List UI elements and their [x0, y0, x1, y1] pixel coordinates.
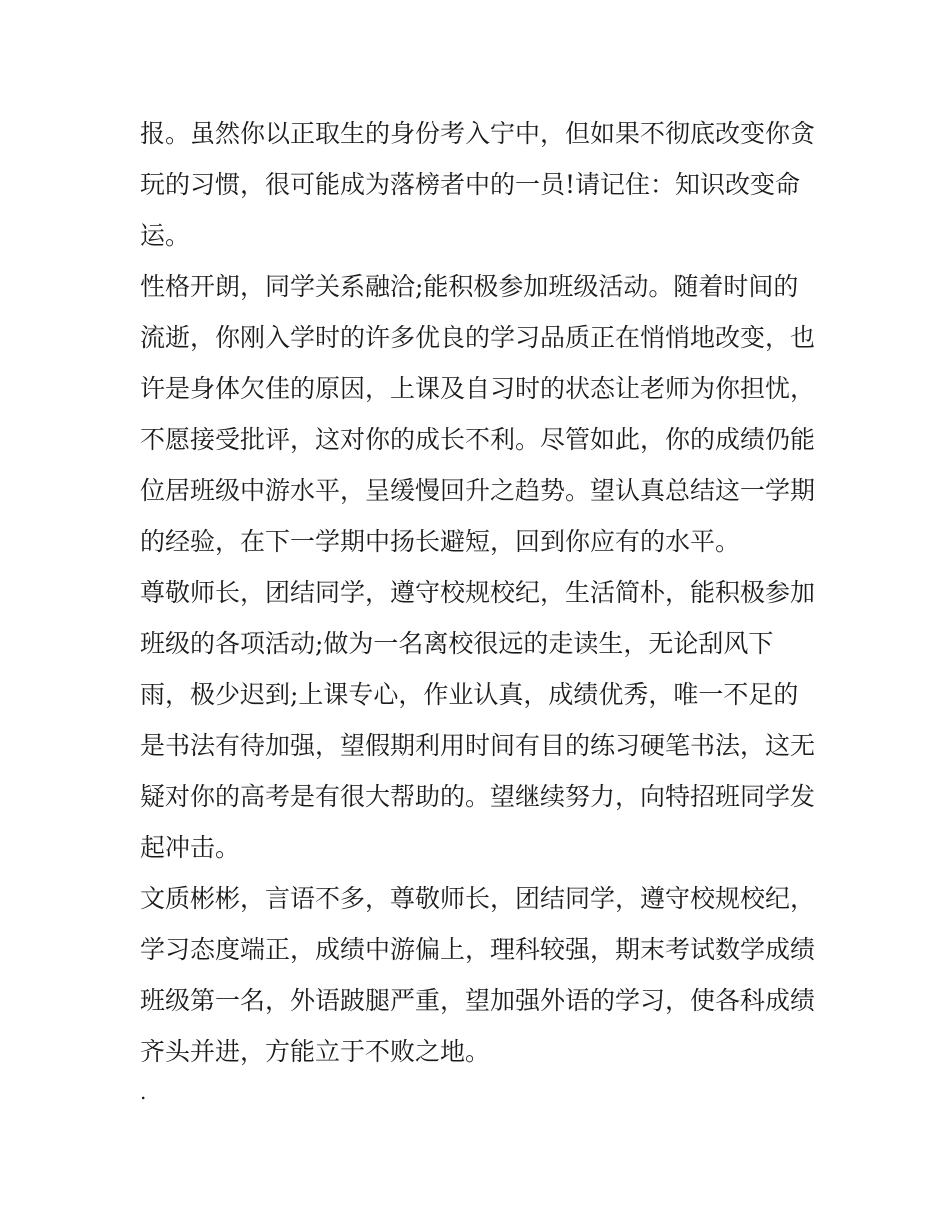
paragraph-2 [140, 261, 820, 567]
text-line: 雨，极少迟到;上课专心，作业认真，成绩优秀，唯一不足的 [140, 680, 799, 709]
paragraph-4 [140, 873, 820, 1077]
text-line: 是书法有待加强，望假期利用时间有目的练习硬笔书法，这无 [140, 731, 816, 760]
paragraph-3 [140, 567, 820, 873]
paragraph-1 [140, 108, 820, 261]
text-line: 班级的各项活动;做为一名离校很远的走读生，无论刮风下 [140, 629, 774, 658]
text-line: 许是身体欠佳的原因，上课及自习时的状态让老师为你担忧， [140, 374, 816, 403]
text-line: 玩的习惯，很可能成为落榜者中的一员!请记住：知识改变命 [140, 170, 801, 199]
text-line: 起冲击。 [140, 833, 241, 862]
footer-mark: . [140, 1080, 147, 1104]
text-line: 的经验，在下一学期中扬长避短，回到你应有的水平。 [140, 527, 741, 556]
text-line: 文质彬彬，言语不多，尊敬师长，团结同学，遵守校规校纪， [140, 884, 816, 913]
document-body [140, 108, 820, 1077]
text-line: 学习态度端正，成绩中游偏上，理科较强，期末考试数学成绩 [140, 935, 816, 964]
text-line: 不愿接受批评，这对你的成长不利。尽管如此，你的成绩仍能 [140, 425, 816, 454]
text-line: 班级第一名，外语跛腿严重，望加强外语的学习，使各科成绩 [140, 986, 816, 1015]
text-line: 尊敬师长，团结同学，遵守校规校纪，生活简朴，能积极参加 [140, 578, 816, 607]
text-line: 报。虽然你以正取生的身份考入宁中，但如果不彻底改变你贪 [140, 119, 816, 148]
text-line: 齐头并进，方能立于不败之地。 [140, 1037, 491, 1066]
text-line: 流逝，你刚入学时的许多优良的学习品质正在悄悄地改变，也 [140, 323, 816, 352]
text-line: 运。 [140, 221, 191, 250]
text-line: 性格开朗，同学关系融洽;能积极参加班级活动。随着时间的 [140, 272, 799, 301]
text-line: 疑对你的高考是有很大帮助的。望继续努力，向特招班同学发 [140, 782, 816, 811]
text-line: 位居班级中游水平，呈缓慢回升之趋势。望认真总结这一学期 [140, 476, 816, 505]
